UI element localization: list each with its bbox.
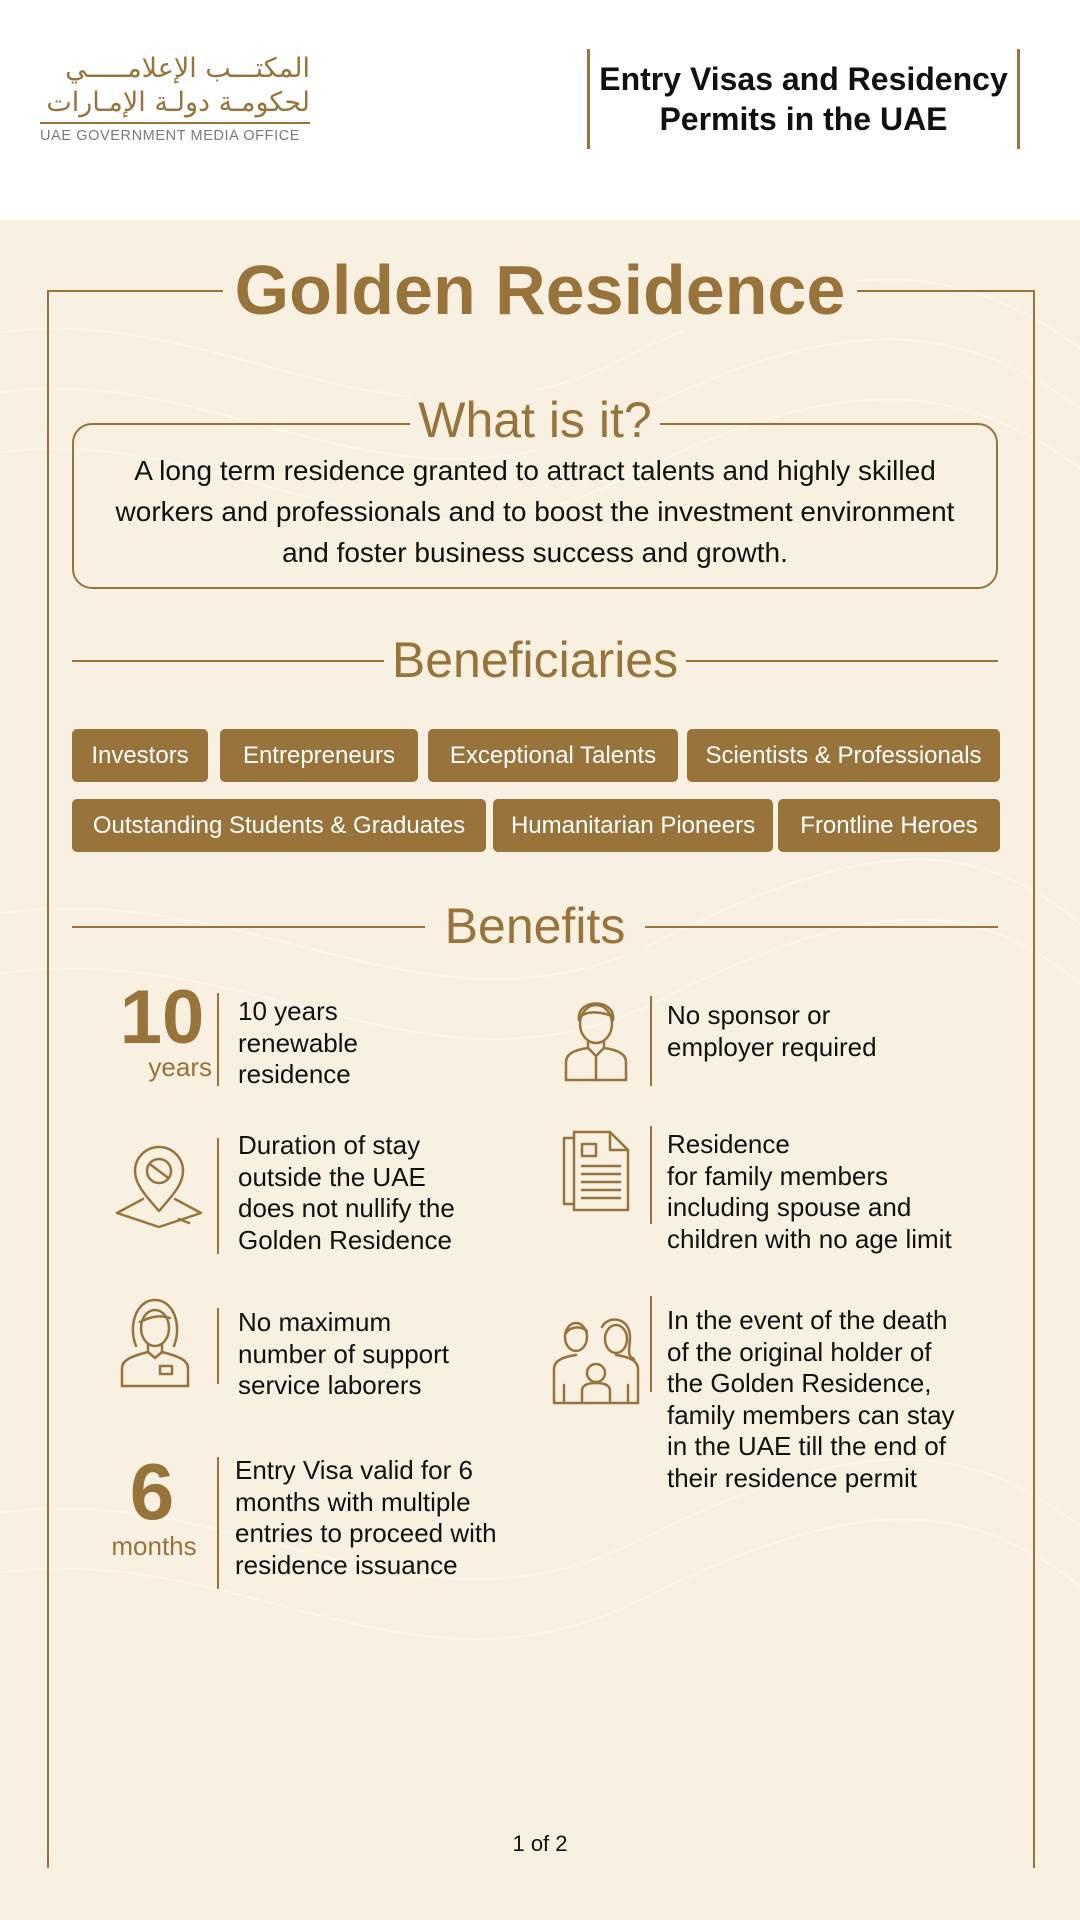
beneficiary-tag: Outstanding Students & Graduates <box>72 799 486 852</box>
benefit-no-sponsor-text: No sponsor or employer required <box>667 1000 877 1062</box>
logo-arabic-line2: لحكومـة دولـة الإمـارات <box>46 87 310 118</box>
beneficiary-tag: Frontline Heroes <box>778 799 1000 852</box>
six-months-unit: months <box>111 1531 197 1561</box>
family-icon <box>552 1315 640 1405</box>
support-worker-icon <box>118 1296 192 1388</box>
beneficiaries-heading: Beneficiaries <box>72 630 998 690</box>
what-is-it-text: A long term residence granted to attract talents and highly skilled workers and professionals and to boost the investment environment and foster business success and growth. <box>115 454 955 568</box>
document-icon <box>560 1128 632 1214</box>
benefits-heading: Benefits <box>72 896 998 956</box>
benefit-divider <box>650 996 652 1086</box>
header-title <box>599 59 1007 139</box>
page-title: Golden Residence <box>0 250 1080 330</box>
page-number: 1 of 2 <box>512 1831 568 1856</box>
logo-divider <box>40 122 310 124</box>
benefit-family-text: Residence for family members including spouse and children with no age limit <box>667 1129 952 1254</box>
benefit-death-text: In the event of the death of the original holder of the Golden Residence, family members can stay in the UAE till the end of their residence permit <box>667 1305 955 1493</box>
person-icon <box>560 990 632 1082</box>
what-is-it-heading: What is it? <box>72 390 998 450</box>
beneficiary-tag: Humanitarian Pioneers <box>493 799 773 852</box>
header-title-box <box>587 49 1020 149</box>
beneficiary-tag: Entrepreneurs <box>220 729 418 782</box>
benefit-divider <box>217 1138 219 1254</box>
location-pin-icon <box>113 1143 205 1229</box>
logo-english: UAE GOVERNMENT MEDIA OFFICE <box>40 128 301 144</box>
ten-years-unit: years <box>148 1052 212 1082</box>
beneficiary-tag: Exceptional Talents <box>428 729 678 782</box>
benefit-entry-visa-text: Entry Visa valid for 6 months with multiple entries to proceed with residence issuance <box>235 1455 497 1580</box>
benefit-divider <box>650 1296 652 1392</box>
benefit-divider <box>217 993 219 1086</box>
logo-arabic-line1: المكتـــب الإعلامـــــي <box>65 53 310 84</box>
benefit-ten-years-text: 10 years renewable residence <box>238 996 358 1089</box>
header-title-line2: Permits in the UAE <box>659 101 948 137</box>
beneficiary-tag: Investors <box>72 729 208 782</box>
benefit-duration-text: Duration of stay outside the UAE does not nullify the Golden Residence <box>238 1130 455 1255</box>
uae-government-media-office-logo <box>40 52 310 144</box>
header-title-line1: Entry Visas and Residency <box>599 61 1008 97</box>
benefit-divider <box>650 1126 652 1224</box>
ten-years-number: 10 <box>119 975 205 1060</box>
header <box>0 0 1080 220</box>
main-panel <box>0 220 1080 1920</box>
benefit-laborers-text: No maximum number of support service laborers <box>238 1307 450 1400</box>
six-months-number: 6 <box>129 1447 175 1536</box>
benefit-divider <box>217 1457 219 1589</box>
benefit-divider <box>217 1308 219 1384</box>
beneficiary-tag: Scientists & Professionals <box>687 729 1000 782</box>
